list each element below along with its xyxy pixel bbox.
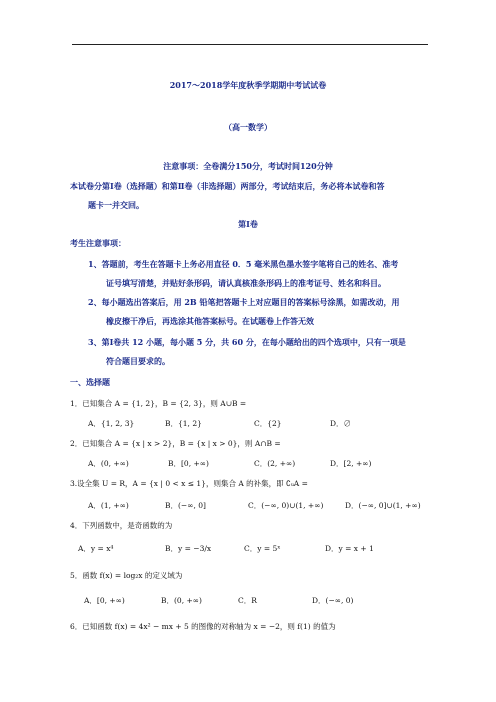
exam-subtitle: （高一数学） xyxy=(224,122,272,132)
q5-option-d[interactable]: D．(−∞, 0) xyxy=(312,596,354,605)
q5-option-b[interactable]: B．(0, +∞) xyxy=(161,596,202,605)
q2-option-a[interactable]: A．(0, +∞) xyxy=(88,459,129,468)
header-rule xyxy=(72,44,428,45)
q3-option-a[interactable]: A．(1, +∞) xyxy=(88,501,129,510)
intro-line-2: 题卡一并交回。 xyxy=(88,200,144,210)
exam-title: 2017～2018学年度秋季学期期中考试试卷 xyxy=(169,80,327,90)
q1-option-a[interactable]: A．{1, 2, 3} xyxy=(88,419,135,428)
question-6-stem: 6．已知函数 f(x) = 4x² − mx + 5 的图像的对称轴为 x = −2，则 f(1) 的值为 xyxy=(70,622,336,631)
q5-option-c[interactable]: C．R xyxy=(238,596,257,605)
section-title: 第Ⅰ卷 xyxy=(238,219,258,229)
part-title: 一、选择题 xyxy=(70,377,110,387)
note-2-line-2: 橡皮擦干净后，再选涂其他答案标号。在试题卷上作答无效 xyxy=(106,316,314,326)
q1-option-c[interactable]: C．{2} xyxy=(254,419,282,428)
q3-option-c[interactable]: C．(−∞, 0)∪(1, +∞) xyxy=(248,501,324,510)
q4-option-d[interactable]: D．y = x + 1 xyxy=(325,544,374,553)
q5-option-a[interactable]: A．[0, +∞) xyxy=(84,596,125,605)
q4-option-a[interactable]: A．y = x⁴ xyxy=(78,544,114,553)
question-3-stem: 3.设全集 U = R，A = {x | 0 < x ≤ 1}，则集合 A 的补集，即 ∁ᵤA = xyxy=(70,479,308,488)
q4-option-b[interactable]: B．y = −3/x xyxy=(165,544,212,553)
q4-option-c[interactable]: C．y = 5ˣ xyxy=(244,544,281,553)
q2-option-d[interactable]: D．[2, +∞) xyxy=(330,459,372,468)
note-1-line-1: 1、答题前，考生在答题卡上务必用直径 0．5 毫米黑色墨水签字笔将自己的姓名、准考 xyxy=(88,259,399,269)
q2-option-c[interactable]: C．(2, +∞) xyxy=(254,459,296,468)
q1-option-d[interactable]: D．∅ xyxy=(330,419,352,428)
q3-option-d[interactable]: D．(−∞, 0]∪(1, +∞) xyxy=(345,501,421,510)
question-1-stem: 1．已知集合 A = {1, 2}，B = {2, 3}，则 A∪B = xyxy=(70,399,247,408)
question-2-stem: 2．已知集合 A = {x | x > 2}，B = {x | x > 0}，则 A∩B = xyxy=(70,439,281,448)
q3-option-b[interactable]: B．(−∞, 0] xyxy=(165,501,206,510)
q2-option-b[interactable]: B．[0, +∞) xyxy=(168,459,209,468)
candidate-notes-title: 考生注意事项： xyxy=(70,238,126,248)
note-1-line-2: 证号填写清楚，并贴好条形码，请认真核准条形码上的准考证号、姓名和科目。 xyxy=(106,278,386,288)
note-3-line-2: 符合题目要求的。 xyxy=(106,356,170,366)
question-4-stem: 4．下列函数中，是奇函数的为 xyxy=(70,521,173,530)
intro-line-1: 本试卷分第Ⅰ卷（选择题）和第Ⅱ卷（非选择题）两部分，考试结束后，务必将本试卷和答 xyxy=(70,181,385,191)
question-5-stem: 5．函数 f(x) = log₂x 的定义域为 xyxy=(70,571,183,580)
note-2-line-1: 2、每小题选出答案后，用 2B 铅笔把答题卡上对应题目的答案标号涂黑，如需改动，用 xyxy=(88,297,400,307)
q1-option-b[interactable]: B．{1, 2} xyxy=(165,419,202,428)
exam-notice: 注意事项：全卷满分150分，考试时间120分钟 xyxy=(163,161,333,171)
note-3-line-1: 3、第Ⅰ卷共 12 小题，每小题 5 分，共 60 分，在每小题给出的四个选项中，只有一项是 xyxy=(88,337,406,347)
